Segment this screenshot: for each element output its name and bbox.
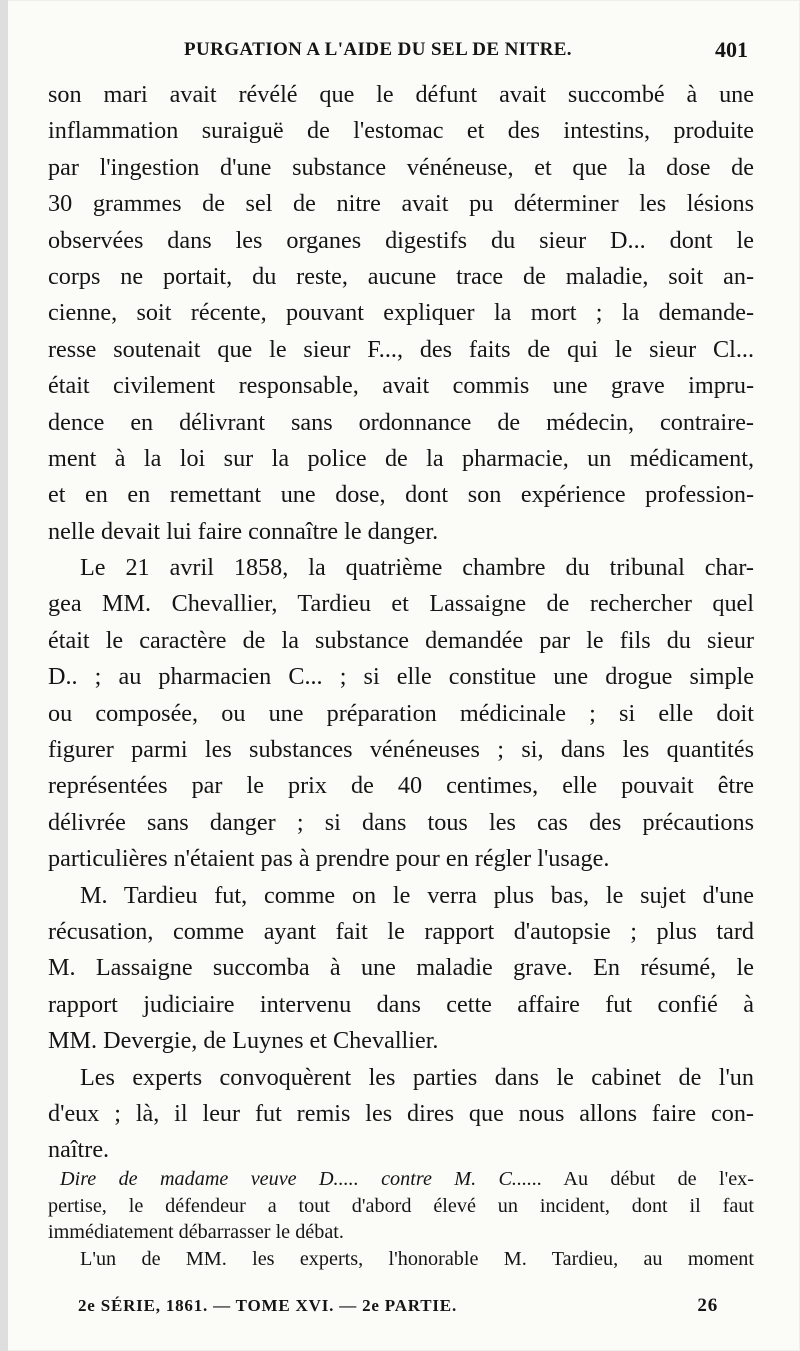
body-line: figurer parmi les substances vénéneuses ; si, dans les quantités: [48, 736, 754, 764]
small-print-section: [48, 1166, 754, 1272]
body-line: rapport judiciaire intervenu dans cette affaire fut confié à: [48, 990, 754, 1018]
page-number: 401: [715, 37, 748, 62]
body-line: par l'ingestion d'une substance vénéneuse, et que la dose de: [48, 153, 754, 181]
small-print-line: [48, 1166, 754, 1193]
body-line: observées dans les organes digestifs du sieur D... dont le: [48, 226, 754, 254]
page-footer: [78, 1294, 718, 1318]
body-line: son mari avait révélé que le défunt avait succombé à une: [48, 81, 754, 108]
body-line: cienne, soit récente, pouvant expliquer la mort ; la demande-: [48, 299, 754, 327]
body-line: nelle devait lui faire connaître le danger.: [48, 517, 439, 545]
body-line: gea MM. Chevallier, Tardieu et Lassaigne de rechercher quel: [48, 590, 754, 618]
paragraph-start-line: M. Tardieu fut, comme on le verra plus bas, le sujet d'une: [80, 881, 754, 909]
body-line: particulières n'étaient pas à prendre pour en régler l'usage.: [48, 845, 610, 873]
body-line: MM. Devergie, de Luynes et Chevallier.: [48, 1027, 439, 1055]
running-head: [48, 38, 748, 62]
body-line: était civilement responsable, avait commis une grave impru-: [48, 372, 754, 400]
series-info: 2e SÉRIE, 1861. — TOME XVI. — 2e PARTIE.: [78, 1296, 457, 1315]
body-line: récusation, comme ayant fait le rapport d'autopsie ; plus tard: [48, 917, 754, 945]
body-line: était le caractère de la substance demandée par le fils du sieur: [48, 626, 754, 654]
body-line: inflammation suraiguë de l'estomac et des intestins, produite: [48, 117, 754, 145]
small-print-line: pertise, le défendeur a tout d'abord élevé un incident, dont il faut: [48, 1194, 754, 1217]
body-line: représentées par le prix de 40 centimes, elle pouvait être: [48, 772, 754, 800]
dire-heading-continuation: Au début de l'ex-: [542, 1168, 754, 1190]
body-line: 30 grammes de sel de nitre avait pu déterminer les lésions: [48, 190, 754, 218]
body-line: D.. ; au pharmacien C... ; si elle constitue une drogue simple: [48, 663, 754, 691]
dire-heading: Dire de madame veuve D..... contre M. C......: [60, 1168, 543, 1190]
paragraph-start-line: Les experts convoquèrent les parties dans le cabinet de l'un: [80, 1063, 754, 1091]
paragraph-start-line: Le 21 avril 1858, la quatrième chambre du tribunal char-: [80, 554, 754, 582]
body-line: et en en remettant une dose, dont son expérience profession-: [48, 481, 754, 509]
signature-mark: 26: [697, 1295, 718, 1316]
body-line: ou composée, ou une préparation médicinale ; si elle doit: [48, 699, 754, 727]
small-print-line: L'un de MM. les experts, l'honorable M. Tardieu, au moment: [80, 1247, 754, 1270]
body-line: resse soutenait que le sieur F..., des faits de qui le sieur Cl...: [48, 335, 754, 363]
body-line: naître.: [48, 1136, 110, 1164]
body-line: dence en délivrant sans ordonnance de médecin, contraire-: [48, 408, 754, 436]
body-line: M. Lassaigne succomba à une maladie grave. En résumé, le: [48, 954, 754, 982]
body-line: délivrée sans danger ; si dans tous les cas des précautions: [48, 808, 754, 836]
body-text: [48, 77, 754, 1169]
body-line: ment à la loi sur la police de la pharmacie, un médicament,: [48, 444, 754, 472]
running-title: PURGATION A L'AIDE DU SEL DE NITRE.: [184, 39, 572, 60]
small-print-line: immédiatement débarrasser le débat.: [48, 1221, 344, 1244]
body-line: corps ne portait, du reste, aucune trace de maladie, soit an-: [48, 262, 754, 290]
body-line: d'eux ; là, il leur fut remis les dires que nous allons faire con-: [48, 1099, 754, 1127]
